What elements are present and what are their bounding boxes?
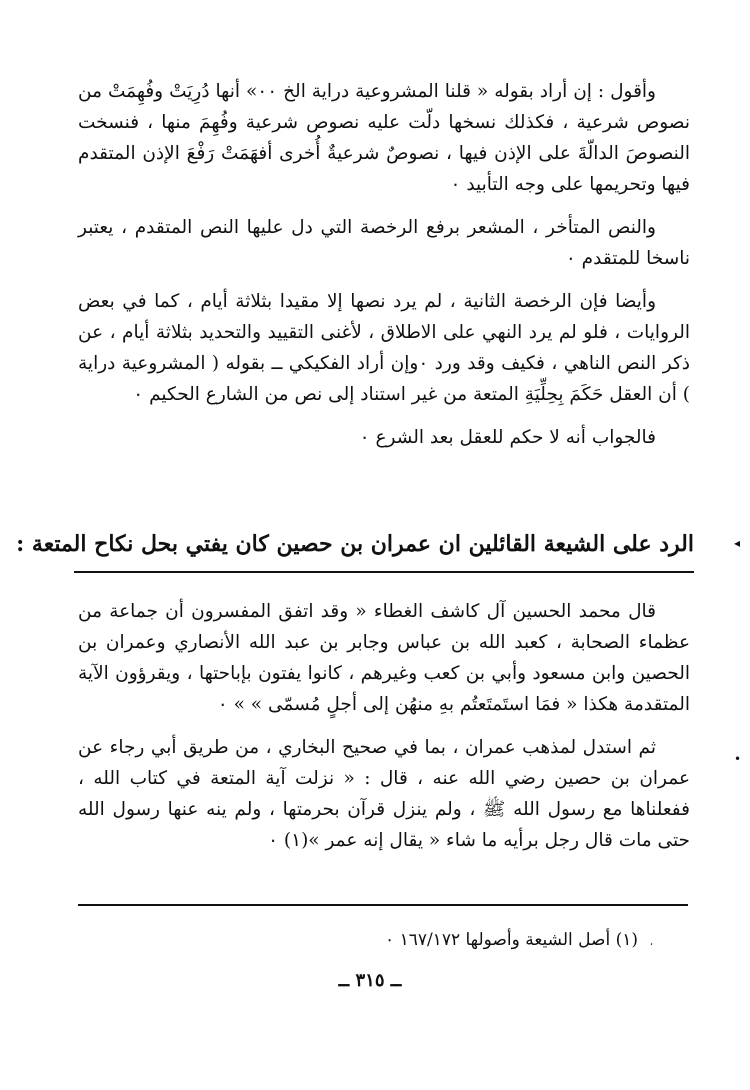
heading-underline bbox=[74, 571, 694, 573]
section-heading: الرد على الشيعة القائلين ان عمران بن حصين كان يفتي بحل نكاح المتعة : bbox=[16, 531, 694, 557]
body-section-2 bbox=[78, 596, 690, 856]
margin-dot-icon: • bbox=[734, 752, 742, 766]
footnote: (١) أصل الشيعة وأصولها ١٦٧/١٧٢ ٠ bbox=[385, 930, 638, 950]
margin-comma-mark: ، bbox=[650, 938, 653, 948]
paragraph: وأيضا فإن الرخصة الثانية ، لم يرد نصها إلا مقيدا بثلاثة أيام ، كما في بعض الروايات ، فلو لم يرد النهي على الاطلاق ، لأغنى التقييد والتحديد بثلاثة أيام ، عن ذكر النص الناهي ، فكيف وقد ورد ٠وإن أراد الفكيكي ــ بقوله ( المشروعية دراية ) أن العقل حَكَمَ بِحِلِّيَةِ المتعة من غير استناد إلى نص من الشارع الحكيم ٠ bbox=[78, 291, 690, 405]
paragraph: قال محمد الحسين آل كاشف الغطاء « وقد اتفق المفسرون أن جماعة من عظماء الصحابة ، كعبد الله بن عباس وجابر بن عبد الله الأنصاري وعمران بن الحصين وابن مسعود وأبي بن كعب وغيرهم ، كانوا يفتون بإباحتها ، ويقرؤون الآية المتقدمة هكذا « فمَا استَمتَعتُم بهِ منهُن إلى أجلٍ مُسمّى » » ٠ bbox=[78, 601, 690, 715]
paragraph: والنص المتأخر ، المشعر برفع الرخصة التي دل عليها النص المتقدم ، يعتبر ناسخا للمتقدم ٠ bbox=[78, 217, 690, 269]
footnote-divider bbox=[78, 904, 688, 906]
margin-arrow-icon: ◂ bbox=[734, 536, 741, 550]
paragraph: ثم استدل لمذهب عمران ، بما في صحيح البخاري ، من طريق أبي رجاء عن عمران بن حصين رضي الله عنه ، قال : « نزلت آية المتعة في كتاب الله ، ففعلناها مع رسول الله ﷺ ، ولم ينزل قرآن بحرمتها ، ولم ينه عنها رسول الله حتى مات قال رجل برأيه ما شاء « يقال إنه عمر »(١) ٠ bbox=[78, 737, 690, 851]
page-number: ــ ٣١٥ ــ bbox=[338, 970, 402, 991]
paragraph: فالجواب أنه لا حكم للعقل بعد الشرع ٠ bbox=[359, 427, 656, 448]
body-section-1 bbox=[78, 76, 690, 453]
paragraph: وأقول : إن أراد بقوله « قلنا المشروعية دراية الخ ٠٠» أنها دُرِيَتْ وفُهِمَتْ من نصوص شرعية ، فكذلك نسخها دلّت عليه نصوص شرعية وفُهِمَ منها ، فنسخت النصوصَ الدالّةَ على الإذن فيها ، نصوصٌ شرعيةٌ أُخرى أفهَمَتْ رَفْعَ الإذن المتقدم فيها وتحريمها على وجه التأبيد ٠ bbox=[78, 81, 690, 195]
